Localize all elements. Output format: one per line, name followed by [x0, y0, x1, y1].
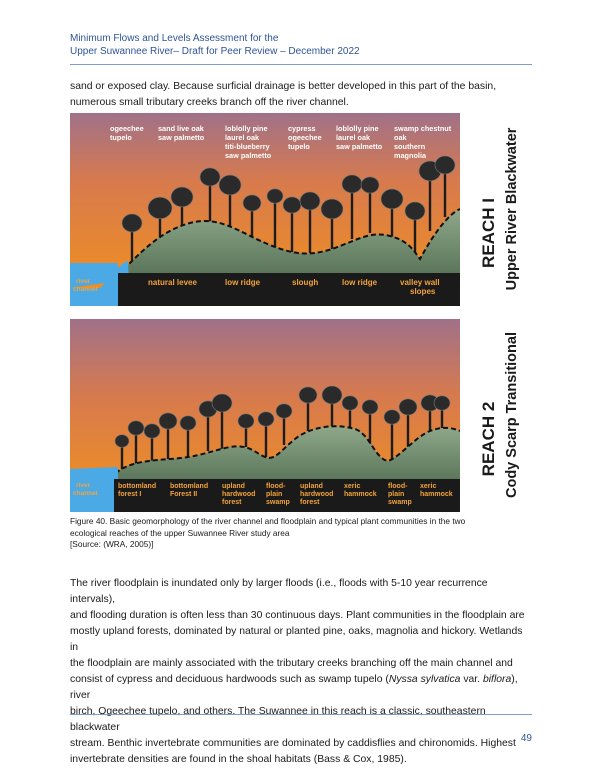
tree-crown	[238, 414, 254, 428]
landform-label-5: valley wall slopes	[400, 278, 440, 296]
tree-crown	[276, 404, 292, 418]
landform-label-7: flood-plain swamp	[388, 483, 412, 506]
tree-crown	[144, 424, 160, 438]
plant-label-6: swamp chestnut oak southern magnolia	[394, 124, 452, 160]
tree-crown	[399, 399, 417, 415]
tree-crown	[212, 394, 232, 412]
ground-strip	[114, 479, 460, 512]
body-line	[70, 672, 532, 704]
species-name: Nyssa sylvatica	[388, 674, 461, 685]
body-text-span: var.	[460, 674, 483, 685]
tree-crown	[180, 416, 196, 430]
body-text-span: ), river	[70, 674, 518, 701]
plant-label-4: cypress ogeechee tupelo	[288, 124, 322, 151]
plant-label-2: sand live oak saw palmetto	[158, 124, 205, 142]
tree-crown	[171, 187, 193, 207]
caption-line-2: ecological reaches of the upper Suwannee River study area	[70, 527, 290, 538]
landform-label-1: bottomland forest I	[118, 483, 157, 498]
header-rule	[70, 64, 532, 65]
tree-crown	[299, 387, 317, 403]
tree-crown	[243, 195, 261, 211]
plant-label-3: loblolly pine laurel oak titi-blueberry saw palmetto	[225, 124, 272, 160]
water-label: river channel	[73, 482, 98, 497]
reach2-title-line2: Cody Scarp Transitional	[504, 332, 520, 498]
landform-label-2: bottomland Forest II	[170, 483, 209, 498]
body-line: invertebrate densities are found in the shoal habitats (Bass & Cox, 1985).	[70, 754, 407, 765]
reach1-title-line2: Upper River Blackwater	[504, 127, 520, 291]
caption-source: [Source: (WRA, 2005)]	[70, 539, 154, 549]
tree-crown	[300, 192, 320, 210]
plant-label-5: loblolly pine laurel oak saw palmetto	[336, 124, 383, 151]
landform-label-8: xeric hammock	[420, 483, 453, 498]
reach1-title-line1: REACH I	[479, 198, 498, 268]
tree-crown	[362, 400, 378, 414]
tree-trunk	[274, 196, 276, 251]
reach2-illustration	[70, 319, 460, 512]
body-line: the floodplain are mainly associated with the tributary creeks branching off the main channel and	[70, 658, 513, 669]
tree-crown	[128, 421, 144, 435]
body-line: and flooding duration is often less than 30 continuous days. Plant communities in the floodplain are	[70, 610, 525, 621]
reach2-title	[460, 319, 532, 512]
landform-label-4: low ridge	[342, 278, 378, 287]
tree-crown	[258, 412, 274, 426]
tree-crown	[267, 189, 283, 203]
tree-crown	[361, 177, 379, 193]
body-paragraph	[70, 576, 532, 768]
reach1-title	[460, 113, 532, 306]
tree-crown	[384, 410, 400, 424]
tree-crown	[122, 214, 142, 232]
reach2-title-line1: REACH 2	[479, 401, 498, 477]
tree-crown	[405, 202, 425, 220]
tree-crown	[381, 189, 403, 209]
landform-label-5: upland hardwood forest	[300, 483, 334, 506]
tree-crown	[200, 168, 220, 186]
landform-label-1: natural levee	[148, 278, 197, 287]
body-line: birch, Ogeechee tupelo, and others. The Suwannee in this reach is a classic, southeastern blackwater	[70, 706, 486, 733]
variety-name: biflora	[482, 674, 512, 685]
header-line-1: Minimum Flows and Levels Assessment for the	[70, 33, 279, 44]
tree-crown	[148, 197, 172, 219]
landform-label-6: xeric hammock	[344, 483, 377, 498]
tree-crown	[321, 199, 343, 219]
landform-label-2: low ridge	[225, 278, 261, 287]
tree-crown	[322, 386, 342, 404]
tree-crown	[115, 435, 129, 448]
water-label: river channel	[73, 278, 98, 293]
plant-label-1: ogeechee tupelo	[110, 124, 144, 142]
landform-label-3: slough	[292, 278, 319, 287]
tree-crown	[342, 396, 358, 410]
footer-rule	[70, 714, 532, 715]
body-line: The river floodplain is inundated only by larger floods (i.e., floods with 5-10 year recurrence intervals),	[70, 578, 488, 605]
tree-crown	[342, 175, 362, 193]
tree-crown	[434, 396, 450, 410]
body-text-span: consist of cypress and deciduous hardwoods such as swamp tupelo (	[70, 674, 389, 685]
header-line-2: Upper Suwannee River– Draft for Peer Review – December 2022	[70, 46, 360, 57]
page-number: 49	[520, 733, 532, 744]
intro-paragraph: sand or exposed clay. Because surficial drainage is better developed in this part of the basin, numerous small tributary creeks branch off the river channel.	[70, 81, 497, 108]
landform-label-3: upland hardwood forest	[222, 483, 256, 506]
body-line: mostly upland forests, dominated by natural or planted pine, oaks, magnolia and hickory. Wetlands in	[70, 626, 523, 653]
landform-label-4: flood-plain swamp	[266, 483, 290, 506]
tree-crown	[283, 197, 301, 213]
caption-line-1: Figure 40. Basic geomorphology of the river channel and floodplain and typical plant communities in the two	[70, 516, 466, 526]
reach1-illustration	[70, 113, 460, 306]
body-line: stream. Benthic invertebrate communities are dominated by caddisflies and chironomids. Highest	[70, 738, 516, 749]
tree-crown	[435, 156, 455, 174]
running-header	[70, 32, 360, 58]
figure-caption	[70, 516, 532, 551]
tree-crown	[219, 175, 241, 195]
tree-crown	[159, 413, 177, 429]
